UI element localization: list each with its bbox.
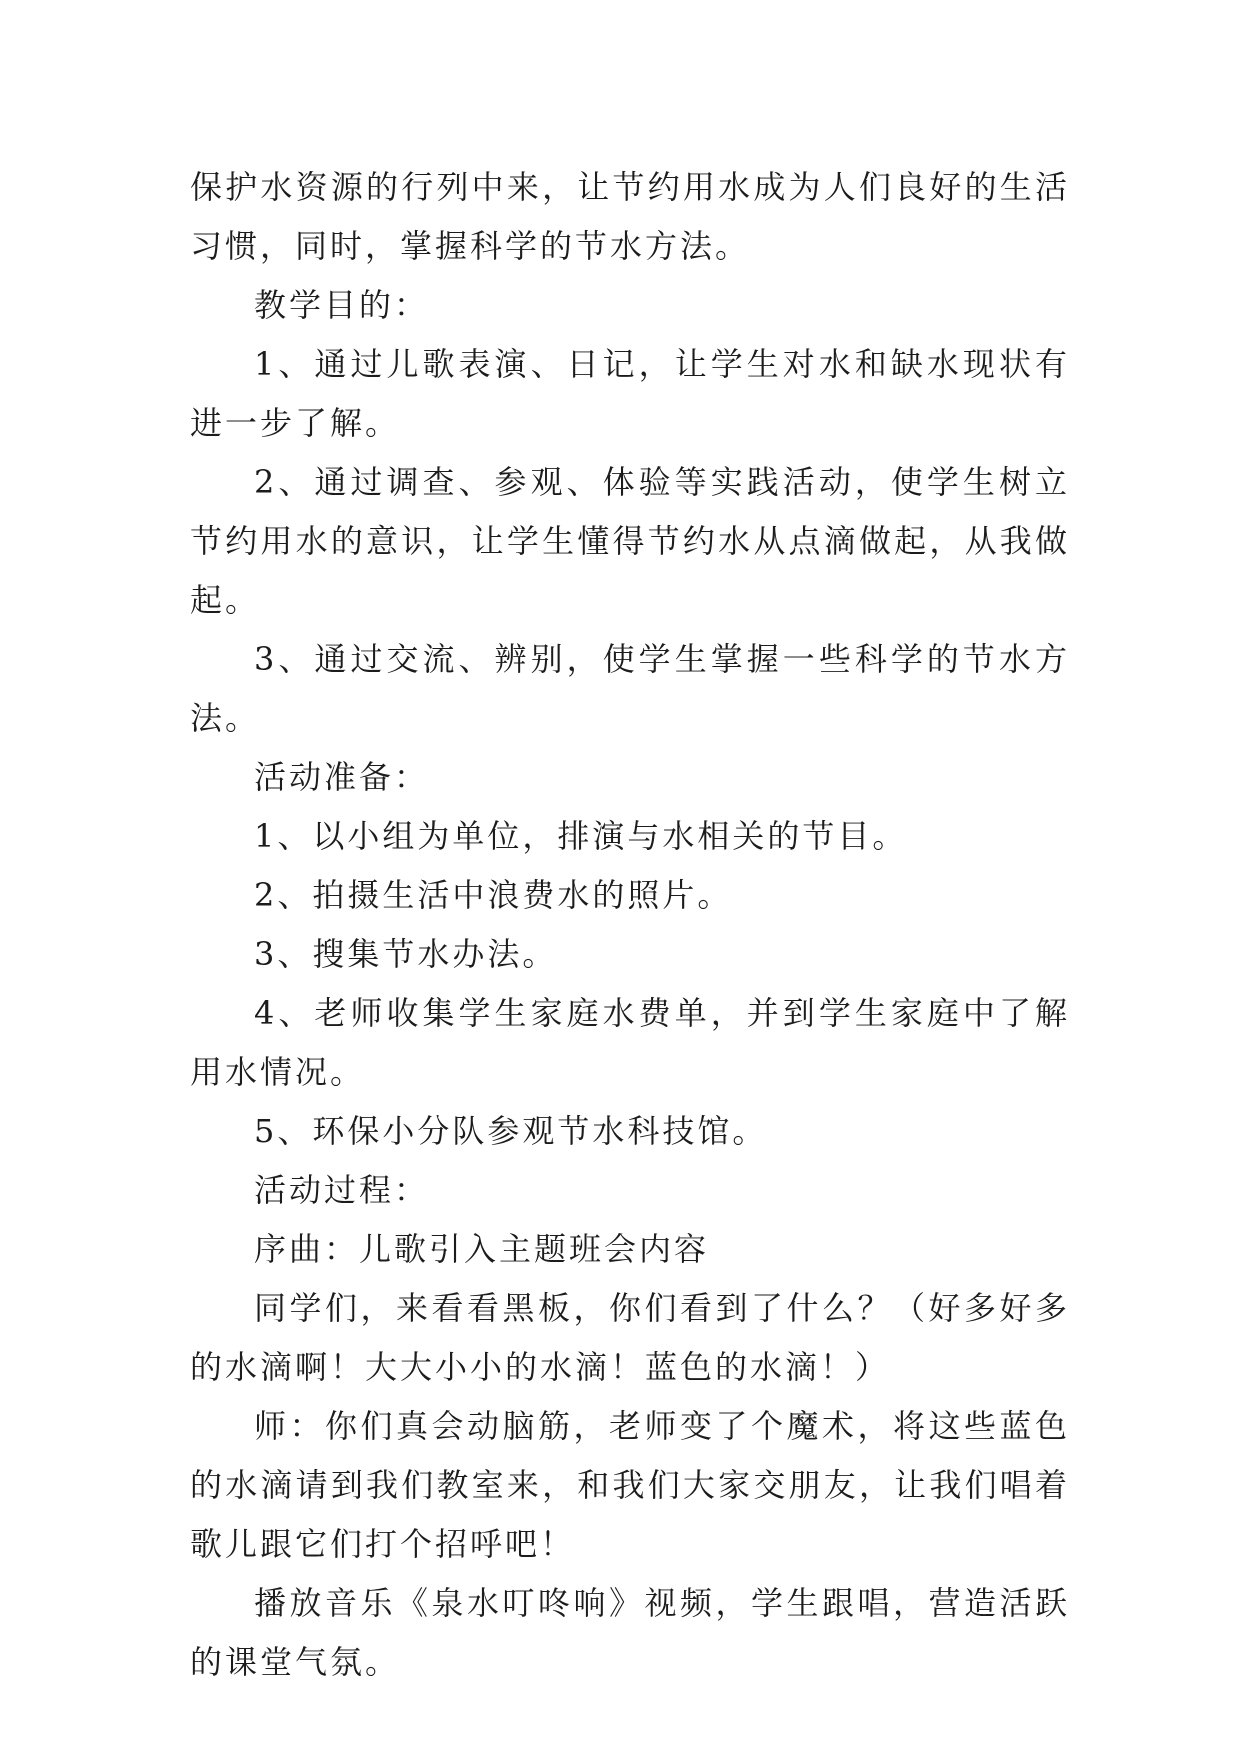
paragraph-blackboard: 同学们，来看看黑板，你们看到了什么？（好多好多的水滴啊！大大小小的水滴！蓝色的水滴！） <box>190 1289 1070 1386</box>
prep-item-4: 4、老师收集学生家庭水费单，并到学生家庭中了解用水情况。 <box>190 994 1070 1091</box>
prep-item-1: 1、以小组为单位，排演与水相关的节目。 <box>254 817 908 855</box>
goal-item-1: 1、通过儿歌表演、日记，让学生对水和缺水现状有进一步了解。 <box>190 345 1070 442</box>
prep-item-3: 3、搜集节水办法。 <box>254 935 558 973</box>
paragraph-intro-continuation: 保护水资源的行列中来，让节约用水成为人们良好的生活习惯，同时，掌握科学的节水方法。 <box>190 168 1070 265</box>
heading-teaching-goals: 教学目的： <box>254 286 430 324</box>
prep-item-5: 5、环保小分队参观节水科技馆。 <box>254 1112 768 1150</box>
document-body <box>190 158 1070 1692</box>
heading-activity-preparation: 活动准备： <box>254 758 430 796</box>
prelude-line: 序曲：儿歌引入主题班会内容 <box>254 1230 710 1268</box>
paragraph-teacher: 师：你们真会动脑筋，老师变了个魔术，将这些蓝色的水滴请到我们教室来，和我们大家交朋友，让我们唱着歌儿跟它们打个招呼吧！ <box>190 1407 1070 1563</box>
goal-item-2: 2、通过调查、参观、体验等实践活动，使学生树立节约用水的意识，让学生懂得节约水从点滴做起，从我做起。 <box>190 463 1070 619</box>
prep-item-2: 2、拍摄生活中浪费水的照片。 <box>254 876 733 914</box>
paragraph-music: 播放音乐《泉水叮咚响》视频，学生跟唱，营造活跃的课堂气氛。 <box>190 1584 1070 1681</box>
goal-item-3: 3、通过交流、辨别，使学生掌握一些科学的节水方法。 <box>190 640 1070 737</box>
heading-activity-process: 活动过程： <box>254 1171 430 1209</box>
